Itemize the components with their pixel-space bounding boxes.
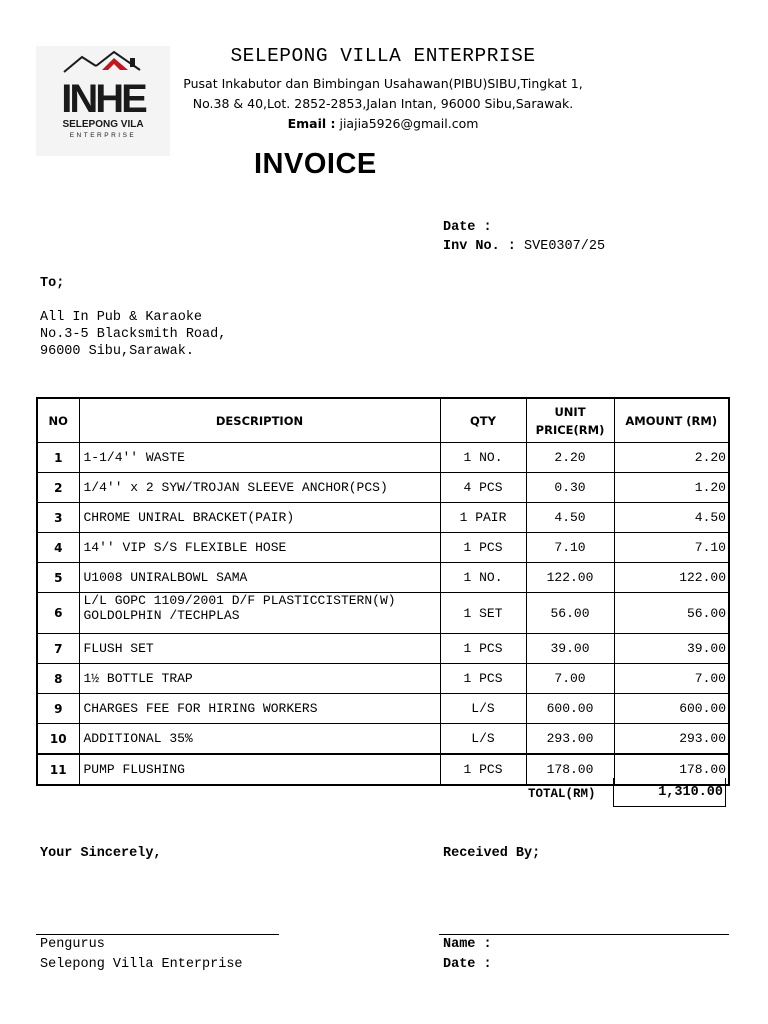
- company-email-line: [150, 116, 616, 131]
- cell-no: 7: [37, 634, 79, 664]
- table-row: [37, 593, 729, 634]
- cell-qty: 4 PCS: [440, 473, 526, 503]
- cell-no: 1: [37, 443, 79, 473]
- total-label: TOTAL(RM): [528, 787, 596, 801]
- signature-left-heading: Your Sincerely,: [40, 846, 162, 861]
- cell-amount: 7.10: [614, 533, 729, 563]
- company-address-line1: Pusat Inkabutor dan Bimbingan Usahawan(PIBU)SIBU,Tingkat 1,: [183, 76, 583, 91]
- cell-unit-price: 7.10: [526, 533, 614, 563]
- cell-qty: 1 PCS: [440, 533, 526, 563]
- cell-unit-price: 178.00: [526, 754, 614, 785]
- header-amount: AMOUNT (RM): [614, 398, 729, 443]
- signatory-company: Selepong Villa Enterprise: [40, 957, 243, 972]
- table-row: [37, 634, 729, 664]
- header-no: NO: [37, 398, 79, 443]
- cell-description-text: L/L GOPC 1109/2001 D/F PLASTICCISTERN(W) GOLDOLPHIN /TECHPLAS: [83, 593, 396, 623]
- table-header-row: [37, 398, 729, 443]
- cell-description: 1-1/4'' WASTE: [79, 443, 440, 473]
- date-label: Date :: [443, 220, 492, 235]
- cell-amount: 1.20: [614, 473, 729, 503]
- logo-roof-left: [64, 57, 96, 72]
- cell-qty: 1 PCS: [440, 664, 526, 694]
- invoice-items-table: [36, 397, 730, 786]
- header-unit-price-line2: PRICE(RM): [535, 422, 605, 437]
- cell-amount: 4.50: [614, 503, 729, 533]
- cell-no: 10: [37, 724, 79, 755]
- signature-line-right: [439, 934, 729, 935]
- cell-description: [79, 593, 440, 634]
- cell-unit-price: 4.50: [526, 503, 614, 533]
- cell-unit-price: 122.00: [526, 563, 614, 593]
- cell-amount: 178.00: [614, 754, 729, 785]
- signatory-role: Pengurus: [40, 937, 105, 952]
- cell-description: 14'' VIP S/S FLEXIBLE HOSE: [79, 533, 440, 563]
- table-row: [37, 694, 729, 724]
- cell-unit-price: 0.30: [526, 473, 614, 503]
- cell-unit-price: 56.00: [526, 593, 614, 634]
- cell-no: 9: [37, 694, 79, 724]
- cell-description: 1/4'' x 2 SYW/TROJAN SLEEVE ANCHOR(PCS): [79, 473, 440, 503]
- cell-unit-price: 600.00: [526, 694, 614, 724]
- signature-line-left: [36, 934, 279, 935]
- cell-no: 5: [37, 563, 79, 593]
- cell-no: 6: [37, 593, 79, 634]
- invoice-number-label: Inv No. :: [443, 239, 516, 254]
- cell-amount: 39.00: [614, 634, 729, 664]
- header-description: DESCRIPTION: [79, 398, 440, 443]
- cell-amount: 600.00: [614, 694, 729, 724]
- cell-qty: 1 PCS: [440, 634, 526, 664]
- cell-description: U1008 UNIRALBOWL SAMA: [79, 563, 440, 593]
- table-row: [37, 443, 729, 473]
- cell-amount: 2.20: [614, 443, 729, 473]
- bill-to-address-line2: 96000 Sibu,Sarawak.: [40, 344, 194, 359]
- invoice-title: INVOICE: [254, 148, 377, 180]
- cell-no: 3: [37, 503, 79, 533]
- company-name: SELEPONG VILLA ENTERPRISE: [230, 45, 536, 67]
- cell-qty: 1 PCS: [440, 754, 526, 785]
- email-address: jiajia5926@gmail.com: [339, 116, 479, 131]
- cell-no: 8: [37, 664, 79, 694]
- cell-unit-price: 293.00: [526, 724, 614, 755]
- table-row: [37, 473, 729, 503]
- cell-description: CHARGES FEE FOR HIRING WORKERS: [79, 694, 440, 724]
- total-value: 1,310.00: [613, 778, 726, 807]
- header-unit-price: [526, 398, 614, 443]
- cell-unit-price: 2.20: [526, 443, 614, 473]
- cell-amount: 293.00: [614, 724, 729, 755]
- cell-description: PUMP FLUSHING: [79, 754, 440, 785]
- cell-qty: 1 NO.: [440, 563, 526, 593]
- cell-description: FLUSH SET: [79, 634, 440, 664]
- table-row: [37, 563, 729, 593]
- header-unit-price-line1: UNIT: [554, 404, 586, 419]
- cell-no: 11: [37, 754, 79, 785]
- invoice-number-value: SVE0307/25: [524, 239, 606, 254]
- email-label: Email :: [287, 116, 336, 131]
- cell-description: 1½ BOTTLE TRAP: [79, 664, 440, 694]
- cell-no: 4: [37, 533, 79, 563]
- table-row: [37, 533, 729, 563]
- bill-to-name: All In Pub & Karaoke: [40, 310, 203, 325]
- receiver-name-label: Name :: [443, 937, 492, 952]
- cell-unit-price: 39.00: [526, 634, 614, 664]
- table-row: [37, 664, 729, 694]
- cell-qty: 1 PAIR: [440, 503, 526, 533]
- cell-qty: L/S: [440, 724, 526, 755]
- bill-to-label: To;: [40, 276, 65, 291]
- cell-amount: 122.00: [614, 563, 729, 593]
- table-row: [37, 724, 729, 755]
- cell-description: ADDITIONAL 35%: [79, 724, 440, 755]
- cell-no: 2: [37, 473, 79, 503]
- logo-caption-name: SELEPONG VILA: [62, 119, 144, 130]
- cell-amount: 56.00: [614, 593, 729, 634]
- company-address-line2: No.38 & 40,Lot. 2852-2853,Jalan Intan, 96000 Sibu,Sarawak.: [192, 96, 574, 111]
- receiver-date-label: Date :: [443, 957, 492, 972]
- header-qty: QTY: [440, 398, 526, 443]
- cell-unit-price: 7.00: [526, 664, 614, 694]
- cell-description: CHROME UNIRAL BRACKET(PAIR): [79, 503, 440, 533]
- cell-qty: L/S: [440, 694, 526, 724]
- cell-amount: 7.00: [614, 664, 729, 694]
- logo-letters: INHE: [61, 77, 145, 121]
- logo-chimney: [130, 58, 135, 67]
- invoice-date-line: [443, 220, 500, 235]
- signature-right-heading: Received By;: [443, 846, 541, 861]
- logo-caption-enterprise: ENTERPRISE: [69, 132, 137, 139]
- invoice-number-line: [443, 239, 605, 254]
- cell-qty: 1 SET: [440, 593, 526, 634]
- cell-qty: 1 NO.: [440, 443, 526, 473]
- bill-to-address-line1: No.3-5 Blacksmith Road,: [40, 327, 227, 342]
- table-row: [37, 503, 729, 533]
